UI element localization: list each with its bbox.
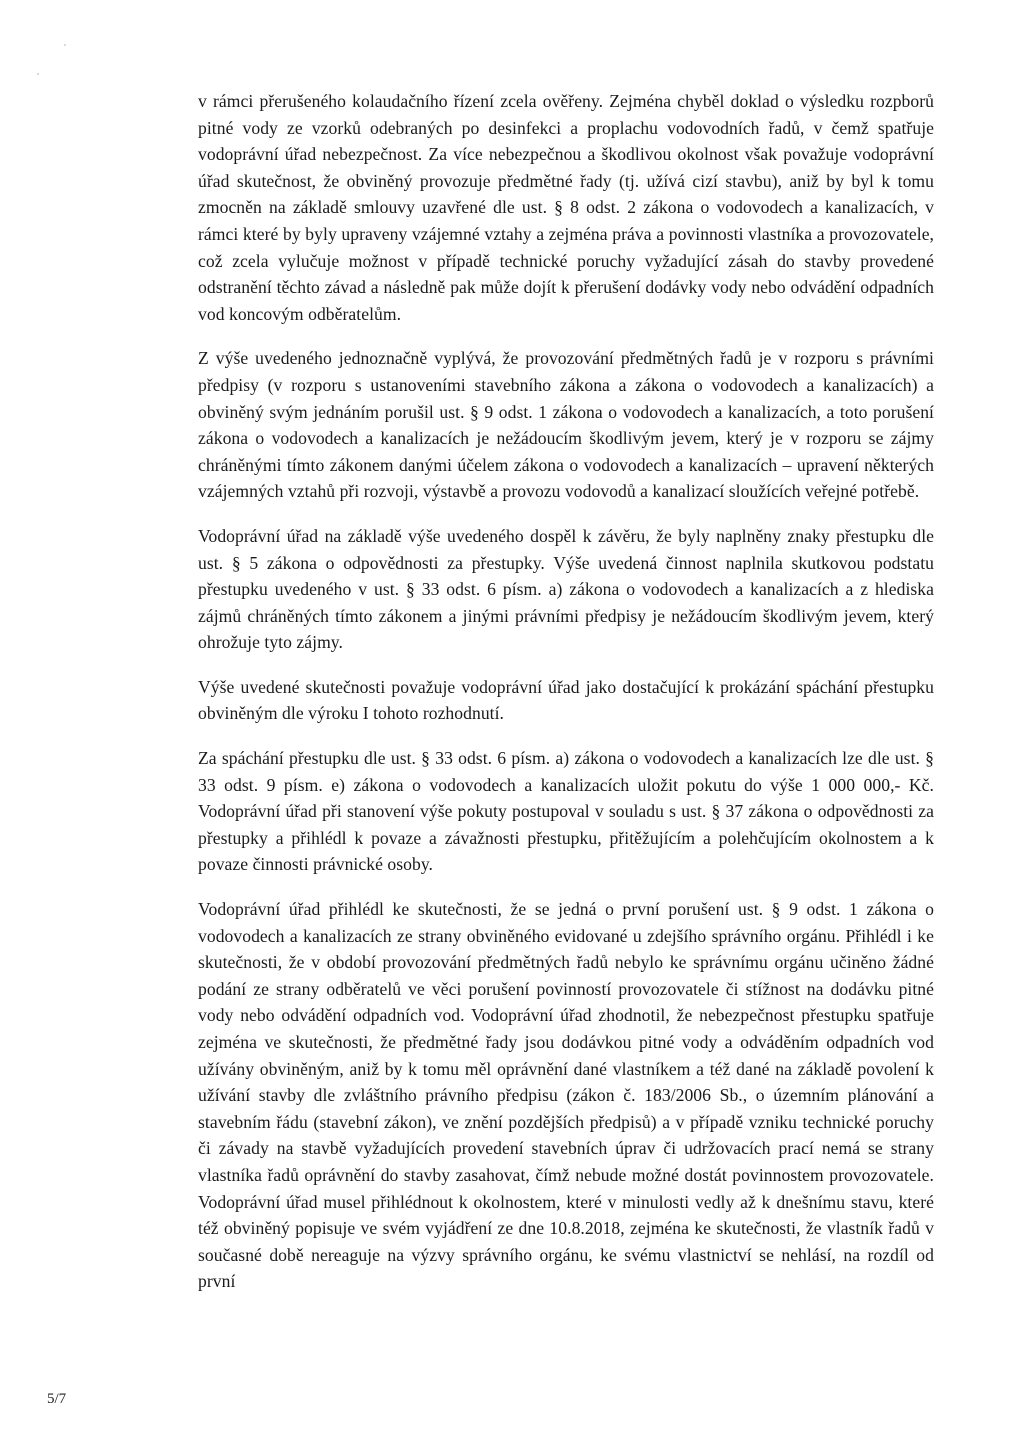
paragraph: v rámci přerušeného kolaudačního řízení zcela ověřeny. Zejména chyběl doklad o výsledku rozpborů pitné vody ze vzorků odebraných po desinfekci a proplachu vodovodních řadů, v čemž spatřuje vodoprávní úřad nebezpečnost. Za více nebezpečnou a škodlivou okolnost však považuje vodoprávní úřad skutečnost, že obviněný provozuje předmětné řady (tj. užívá cizí stavbu), aniž by byl k tomu zmocněn na základě smlouvy uzavřené dle ust. § 8 odst. 2 zákona o vodovodech a kanalizacích, v rámci které by byly upraveny vzájemné vztahy a zejména práva a povinnosti vlastníka a provozovatele, což zcela vylučuje možnost v případě technické poruchy vyžadující zásah do stavby provedené odstranění těchto závad a následně pak může dojít k přerušení dodávky vody nebo odvádění odpadních vod koncovým odběratelům. (198, 91, 934, 324)
page-number: 5/7 (47, 1391, 67, 1407)
paragraph: Za spáchání přestupku dle ust. § 33 odst. 6 písm. a) zákona o vodovodech a kanalizacích lze dle ust. § 33 odst. 9 písm. e) zákona o vodovodech a kanalizacích uložit pokutu do výše 1 000 000,- Kč. Vodoprávní úřad při stanovení výše pokuty postupoval v souladu s ust. § 37 zákona o odpovědnosti za přestupky a přihlédl k povaze a závažnosti přestupku, přitěžujícím a polehčujícím okolnostem a k povaze činnosti právnické osoby. (198, 748, 934, 875)
document-page-body (198, 88, 934, 1313)
paragraph: Výše uvedené skutečnosti považuje vodoprávní úřad jako dostačující k prokázání spáchání přestupku obviněným dle výroku I tohoto rozhodnutí. (198, 676, 934, 724)
paragraph: Z výše uvedeného jednoznačně vyplývá, že provozování předmětných řadů je v rozporu s právními předpisy (v rozporu s ustanoveními stavebního zákona a zákona o vodovodech a kanalizacích) a obviněný svým jednáním porušil ust. § 9 odst. 1 zákona o vodovodech a kanalizacích, a toto porušení zákona o vodovodech a kanalizacích je nežádoucím škodlivým jevem, který je v rozporu se zájmy chráněnými tímto zákonem danými účelem zákona o vodovodech a kanalizacích – upravení některých vzájemných vztahů při rozvoji, výstavbě a provozu vodovodů a kanalizací sloužících veřejné potřebě. (198, 348, 934, 502)
paragraph: Vodoprávní úřad přihlédl ke skutečnosti, že se jedná o první porušení ust. § 9 odst. 1 zákona o vodovodech a kanalizacích ze strany obviněného evidované u zdejšího správního orgánu. Přihlédl i ke skutečnosti, že v období provozování předmětných řadů nebylo ke správnímu orgánu učiněno žádné podání ze strany odběratelů ve věci porušení povinností provozovatele či stížnost na dodávku pitné vody nebo odvádění odpadních vod. Vodoprávní úřad zhodnotil, že nebezpečnost přestupku spatřuje zejména ve skutečnosti, že předmětné řady jsou dodávkou pitné vody a odváděním odpadních vod užívány obviněným, aniž by k tomu měl oprávnění dané vlastníkem a též dané na základě povolení k užívání stavby dle zvláštního právního předpisu (zákon č. 183/2006 Sb., o územním plánování a stavebním řádu (stavební zákon), ve znění pozdějších předpisů) a v případě vzniku technické poruchy či závady na stavbě vyžadujících provedení stavebních úprav či udržovacích prací nemá se strany vlastníka řadů oprávnění do stavby zasahovat, čímž nebude možné dostát povinnostem provozovatele. Vodoprávní úřad musel přihlédnout k okolnostem, které v minulosti vedly až k dnešnímu stavu, které též obviněný popisuje ve svém vyjádření ze dne 10.8.2018, zejména ke skutečnosti, že vlastník řadů v současné době nereaguje na výzvy správního orgánu, ke svému vlastnictví se nehlásí, na rozdíl od první (198, 899, 934, 1292)
scan-artifact-dot (37, 73, 39, 75)
paragraph: Vodoprávní úřad na základě výše uvedeného dospěl k závěru, že byly naplněny znaky přestupku dle ust. § 5 zákona o odpovědnosti za přestupky. Výše uvedená činnost naplnila skutkovou podstatu přestupku uvedeného v ust. § 33 odst. 6 písm. a) zákona o vodovodech a kanalizacích a z hlediska zájmů chráněných tímto zákonem a jinými právními předpisy je nežádoucím škodlivým jevem, který ohrožuje tyto zájmy. (198, 525, 934, 653)
scan-artifact-dot (64, 44, 66, 46)
